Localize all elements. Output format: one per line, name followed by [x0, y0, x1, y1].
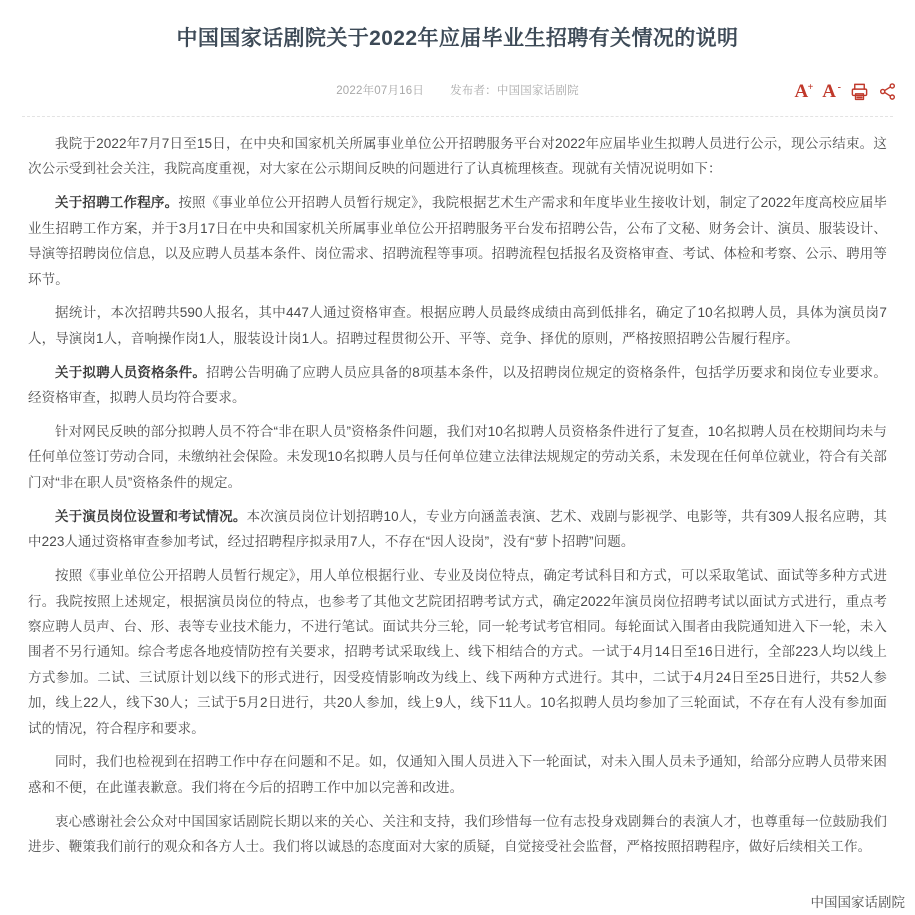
- paragraph-text: 针对网民反映的部分拟聘人员不符合“非在职人员”资格条件问题，我们对10名拟聘人员资格条件进行了复查，10名拟聘人员在校期间均未与任何单位签订劳动合同，未缴纳社会保险。未发现10名拟聘人员与任何单位建立法律法规规定的劳动关系，未发现在任何单位就业，符合有关部门对“非在职人员”资格条件的规定。: [28, 424, 887, 490]
- signature-wrap: [0, 868, 915, 915]
- article-meta-row: [0, 76, 915, 106]
- paragraph-text: 按照《事业单位公开招聘人员暂行规定》，我院根据艺术生产需求和年度毕业生接收计划，制定了2022年度高校应届毕业生招聘工作方案，并于3月17日在中央和国家机关所属事业单位公开招聘服务平台发布招聘公告，公布了文秘、财务会计、演员、服装设计、导演等招聘岗位信息，以及应聘人员基本条件、岗位需求、招聘流程等事项。招聘流程包括报名及资格审查、考试、体检和考察、公示、聘用等环节。: [28, 195, 887, 287]
- signature: 中国国家话剧院: [810, 895, 905, 911]
- decrease-font-mark: -: [837, 81, 841, 93]
- article-paragraph: [28, 563, 887, 741]
- share-button[interactable]: [878, 82, 897, 101]
- decrease-font-label: A: [822, 80, 836, 102]
- article-tools: [795, 76, 897, 106]
- paragraph-text: 据统计，本次招聘共590人报名，其中447人通过资格审查。根据应聘人员最终成绩由高到低排名，确定了10名拟聘人员，具体为演员岗7人，导演岗1人，音响操作岗1人，服装设计岗1人。招聘过程贯彻公开、平等、竞争、择优的原则，严格按照招聘公告履行程序。: [28, 305, 887, 346]
- printer-icon: [850, 82, 869, 101]
- article-paragraph: [28, 809, 887, 860]
- increase-font-button[interactable]: [795, 82, 814, 101]
- article-paragraph: [28, 504, 887, 555]
- article-body: [0, 117, 915, 868]
- paragraph-text: 衷心感谢社会公众对中国国家话剧院长期以来的关心、关注和支持，我们珍惜每一位有志投身戏剧舞台的表演人才，也尊重每一位鼓励我们进步、鞭策我们前行的观众和各方人士。我们将以诚恳的态度面对大家的质疑，自觉接受社会监督，严格按照招聘程序，做好后续相关工作。: [28, 813, 887, 855]
- article-header: [0, 0, 915, 117]
- paragraph-lead: 关于拟聘人员资格条件。: [55, 364, 207, 380]
- article-meta: [0, 76, 915, 106]
- paragraph-text: 同时，我们也检视到在招聘工作中存在问题和不足。如，仅通知入围人员进入下一轮面试，对未入围人员未予通知，给部分应聘人员带来困惑和不便，在此谨表歉意。我们将在今后的招聘工作中加以完善和改进。: [28, 754, 887, 795]
- paragraph-text: 本次演员岗位计划招聘10人，专业方向涵盖表演、艺术、戏剧与影视学、电影等，共有309人报名应聘，其中223人通过资格审查参加考试，经过招聘程序拟录用7人，不存在“因人设岗”，没有“萝卜招聘”问题。: [28, 508, 887, 550]
- increase-font-mark: +: [807, 81, 814, 93]
- publish-date: 2022年07月16日: [336, 85, 425, 97]
- paragraph-text: 招聘公告明确了应聘人员应具备的8项基本条件，以及招聘岗位规定的资格条件，包括学历要求和岗位专业要求。经资格审查，拟聘人员均符合要求。: [28, 364, 887, 406]
- paragraph-lead: 关于招聘工作程序。: [55, 195, 179, 211]
- article-paragraph: [28, 360, 887, 411]
- share-icon: [878, 82, 897, 101]
- article-paragraph: [28, 419, 887, 495]
- paragraph-text: 按照《事业单位公开招聘人员暂行规定》，用人单位根据行业、专业及岗位特点，确定考试科目和方式，可以采取笔试、面试等多种方式进行。我院按照上述规定，根据演员岗位的特点，也参考了其他文艺院团招聘考试方式，确定2022年演员岗位招聘考试以面试方式进行，重点考察应聘人员声、台、形、表等专业技术能力，不进行笔试。面试共分三轮，同一轮考试考官相同。每轮面试入围者由我院通知进入下一轮，未入围者不另行通知。综合考虑各地疫情防控有关要求，招聘考试采取线上、线下相结合的方式。一试于4月14日至16日进行，全部223人均以线上方式参加。二试、三试原计划以线下的形式进行，因受疫情影响改为线上、线下两种方式进行。其中，二试于4月24日至25日进行，共52人参加，线上22人，线下30人；三试于5月2日进行，共20人参加，线上9人，线下11人。10名拟聘人员均参加了三轮面试，不存在有人没有参加面试的情况，符合程序和要求。: [28, 568, 887, 736]
- print-button[interactable]: [850, 82, 869, 101]
- article-paragraph: [28, 190, 887, 292]
- decrease-font-button[interactable]: [822, 82, 841, 101]
- article-paragraph: [28, 300, 887, 351]
- article-paragraph: [28, 749, 887, 800]
- paragraph-text: 我院于2022年7月7日至15日，在中央和国家机关所属事业单位公开招聘服务平台对2022年应届毕业生拟聘人员进行公示，现公示结束。这次公示受到社会关注，我院高度重视，对大家在公示期间反映的问题进行了认真梳理核查。现就有关情况说明如下：: [28, 136, 887, 177]
- increase-font-label: A: [794, 80, 809, 102]
- publisher: 发布者：中国国家话剧院: [450, 85, 579, 97]
- paragraph-lead: 关于演员岗位设置和考试情况。: [55, 508, 247, 524]
- page-title: 中国国家话剧院关于2022年应届毕业生招聘有关情况的说明: [176, 27, 739, 50]
- article-paragraph: [28, 131, 887, 182]
